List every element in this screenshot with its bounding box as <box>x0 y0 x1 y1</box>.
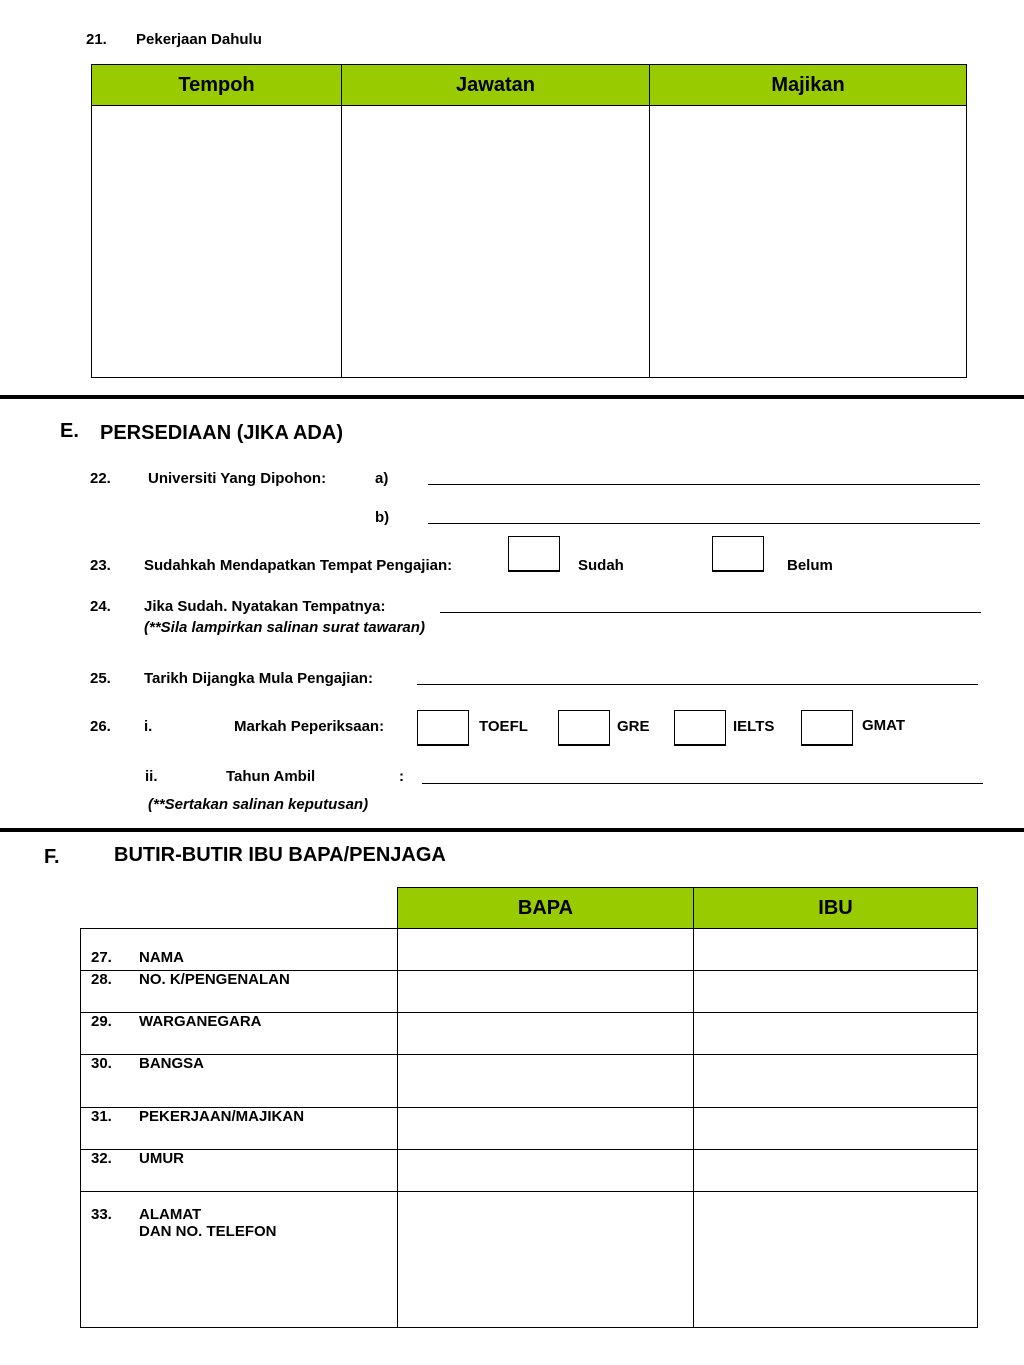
row-label-2: DAN NO. TELEFON <box>139 1223 277 1240</box>
bapa-alamat-cell[interactable] <box>398 1192 694 1328</box>
section-divider-f <box>0 828 1024 832</box>
university-b-field[interactable] <box>428 523 980 524</box>
q24-number: 24. <box>90 598 111 615</box>
col-tempoh: Tempoh <box>92 65 342 106</box>
table-row <box>81 1013 978 1055</box>
parents-table <box>80 928 978 1328</box>
ibu-pekerjaan-cell[interactable] <box>694 1108 978 1150</box>
q21-label: Pekerjaan Dahulu <box>136 31 262 48</box>
q23-number: 23. <box>90 557 111 574</box>
q22-label: Universiti Yang Dipohon: <box>148 470 327 487</box>
row-label: ALAMAT <box>139 1206 202 1223</box>
bapa-pekerjaan-cell[interactable] <box>398 1108 694 1150</box>
bapa-warganegara-cell[interactable] <box>398 1013 694 1055</box>
row-label: NO. K/PENGENALAN <box>139 971 290 988</box>
ibu-nama-cell[interactable] <box>694 929 978 971</box>
row-number: 32. <box>91 1150 112 1167</box>
q26-label-i: Markah Peperiksaan: <box>234 718 385 735</box>
q22-number: 22. <box>90 470 111 487</box>
q25-label: Tarikh Dijangka Mula Pengajian: <box>144 670 373 687</box>
q22-a-label: a) <box>375 470 389 487</box>
table-row <box>81 971 978 1013</box>
jawatan-cell[interactable] <box>342 106 650 378</box>
table-row <box>81 929 978 971</box>
start-date-field[interactable] <box>417 684 978 685</box>
belum-checkbox[interactable] <box>712 536 764 572</box>
section-f-title: BUTIR-BUTIR IBU BAPA/PENJAGA <box>114 844 446 866</box>
row-label: UMUR <box>139 1150 184 1167</box>
q26-ii: ii. <box>145 768 158 785</box>
q26-label-ii: Tahun Ambil <box>226 768 316 785</box>
bapa-bangsa-cell[interactable] <box>398 1055 694 1108</box>
q24-label: Jika Sudah. Nyatakan Tempatnya: <box>144 598 386 615</box>
table-row <box>81 1150 978 1192</box>
table-row <box>81 1108 978 1150</box>
bapa-nama-cell[interactable] <box>398 929 694 971</box>
q22-b-label: b) <box>375 509 390 526</box>
row-number: 31. <box>91 1108 112 1125</box>
q21-number: 21. <box>86 31 107 48</box>
bapa-ic-cell[interactable] <box>398 971 694 1013</box>
gmat-checkbox[interactable] <box>801 710 853 746</box>
row-number: 28. <box>91 971 112 988</box>
row-label: PEKERJAAN/MAJIKAN <box>139 1108 305 1125</box>
q26-number: 26. <box>90 718 111 735</box>
row-number: 30. <box>91 1055 112 1072</box>
ibu-bangsa-cell[interactable] <box>694 1055 978 1108</box>
ibu-warganegara-cell[interactable] <box>694 1013 978 1055</box>
q26-colon: : <box>399 768 404 785</box>
sudah-label: Sudah <box>578 557 624 574</box>
university-a-field[interactable] <box>428 484 980 485</box>
sudah-checkbox[interactable] <box>508 536 560 572</box>
gmat-label: GMAT <box>862 717 906 734</box>
q23-label: Sudahkah Mendapatkan Tempat Pengajian: <box>144 557 453 574</box>
q24-note: (**Sila lampirkan salinan surat tawaran) <box>144 619 425 636</box>
q26-i: i. <box>144 718 153 735</box>
col-ibu: IBU <box>694 888 978 929</box>
gre-label: GRE <box>617 718 650 735</box>
ibu-alamat-cell[interactable] <box>694 1192 978 1328</box>
col-bapa: BAPA <box>398 888 694 929</box>
tempoh-cell[interactable] <box>92 106 342 378</box>
section-divider <box>0 395 1024 399</box>
ibu-ic-cell[interactable] <box>694 971 978 1013</box>
previous-employment-table <box>91 64 967 378</box>
section-f-letter: F. <box>44 846 60 868</box>
col-majikan: Majikan <box>650 65 967 106</box>
section-e-title: PERSEDIAAN (JIKA ADA) <box>100 422 343 444</box>
ielts-label: IELTS <box>733 718 775 735</box>
row-label: WARGANEGARA <box>139 1013 262 1030</box>
bapa-umur-cell[interactable] <box>398 1150 694 1192</box>
row-label: BANGSA <box>139 1055 205 1072</box>
table-row <box>81 1055 978 1108</box>
q25-number: 25. <box>90 670 111 687</box>
table-row <box>81 1192 978 1328</box>
toefl-checkbox[interactable] <box>417 710 469 746</box>
row-number: 33. <box>91 1206 112 1223</box>
row-label: NAMA <box>139 949 184 966</box>
exam-year-field[interactable] <box>422 783 983 784</box>
majikan-cell[interactable] <box>650 106 967 378</box>
study-place-field[interactable] <box>440 612 981 613</box>
belum-label: Belum <box>787 557 833 574</box>
gre-checkbox[interactable] <box>558 710 610 746</box>
col-jawatan: Jawatan <box>342 65 650 106</box>
ielts-checkbox[interactable] <box>674 710 726 746</box>
toefl-label: TOEFL <box>479 718 528 735</box>
q26-note: (**Sertakan salinan keputusan) <box>148 796 369 813</box>
row-number: 29. <box>91 1013 112 1030</box>
parents-header <box>397 887 978 929</box>
section-e-letter: E. <box>60 420 79 442</box>
row-number: 27. <box>91 949 112 966</box>
ibu-umur-cell[interactable] <box>694 1150 978 1192</box>
